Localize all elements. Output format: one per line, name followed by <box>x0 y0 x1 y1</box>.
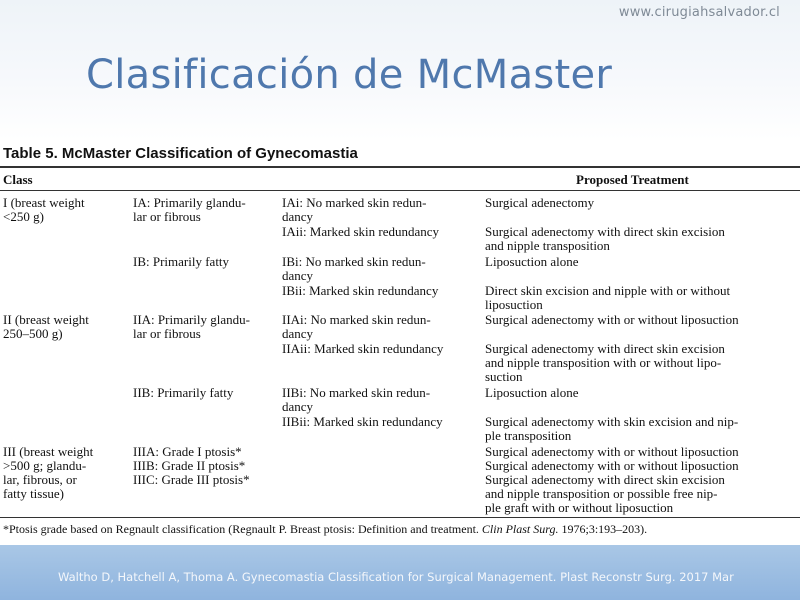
subclass-iii-ptosis: IIIA: Grade I ptosis* IIIB: Grade II ptosis* IIIC: Grade III ptosis* <box>133 444 250 487</box>
citation: Waltho D, Hatchell A, Thoma A. Gynecomastia Classification for Surgical Management. Plast Reconstr Surg. 2017 Mar <box>58 570 734 584</box>
treatment-iibi: Liposuction alone <box>485 385 579 400</box>
treatment-iibii: Surgical adenectomy with skin excision and nip- ple transposition <box>485 414 739 443</box>
treatment-iaii: Surgical adenectomy with direct skin excision and nipple transposition <box>485 224 725 253</box>
treatment-ibi: Liposuction alone <box>485 254 579 269</box>
class-iii-label: III (breast weight >500 g; glandu- lar, fibrous, or fatty tissue) <box>3 444 94 501</box>
table-footnote: *Ptosis grade based on Regnault classification (Regnault P. Breast ptosis: Definition and treatment. Clin Plast Surg. 1976;3:193–203). <box>3 522 648 536</box>
table-title: Table 5. McMaster Classification of Gynecomastia <box>3 145 358 162</box>
subclass-ib: IB: Primarily fatty <box>133 254 230 269</box>
table-top-rule <box>0 166 800 168</box>
subclass-ia: IA: Primarily glandu- lar or fibrous <box>133 195 246 224</box>
treatment-iai: Surgical adenectomy <box>485 195 595 210</box>
type-iibii: IIBii: Marked skin redundancy <box>282 414 443 429</box>
header-treatment: Proposed Treatment <box>576 172 689 187</box>
class-i-label: I (breast weight <250 g) <box>3 195 85 224</box>
treatment-iiai: Surgical adenectomy with or without liposuction <box>485 312 739 327</box>
type-iaii: IAii: Marked skin redundancy <box>282 224 440 239</box>
header-class: Class <box>3 172 33 187</box>
treatment-iiaii: Surgical adenectomy with direct skin excision and nipple transposition with or without lipo- suction <box>485 341 725 384</box>
treatment-iii: Surgical adenectomy with or without liposuction Surgical adenectomy with or without liposuction Surgical adenectomy with direct skin excision and nipple transposition or possible free nip- ple graft with or without liposuction <box>485 444 739 515</box>
treatment-ibii: Direct skin excision and nipple with or without liposuction <box>485 283 731 312</box>
class-ii-label: II (breast weight 250–500 g) <box>3 312 89 341</box>
type-iai: IAi: No marked skin redun- dancy <box>282 195 427 224</box>
subclass-iib: IIB: Primarily fatty <box>133 385 234 400</box>
subclass-iia: IIA: Primarily glandu- lar or fibrous <box>133 312 250 341</box>
table-bottom-rule <box>0 517 800 518</box>
type-iibi: IIBi: No marked skin redun- dancy <box>282 385 431 414</box>
type-ibi: IBi: No marked skin redun- dancy <box>282 254 426 283</box>
header-rule <box>0 190 800 191</box>
site-url: www.cirugiahsalvador.cl <box>618 5 780 20</box>
type-ibii: IBii: Marked skin redundancy <box>282 283 439 298</box>
slide-title: Clasificación de McMaster <box>86 52 613 98</box>
type-iiai: IIAi: No marked skin redun- dancy <box>282 312 431 341</box>
type-iiaii: IIAii: Marked skin redundancy <box>282 341 444 356</box>
